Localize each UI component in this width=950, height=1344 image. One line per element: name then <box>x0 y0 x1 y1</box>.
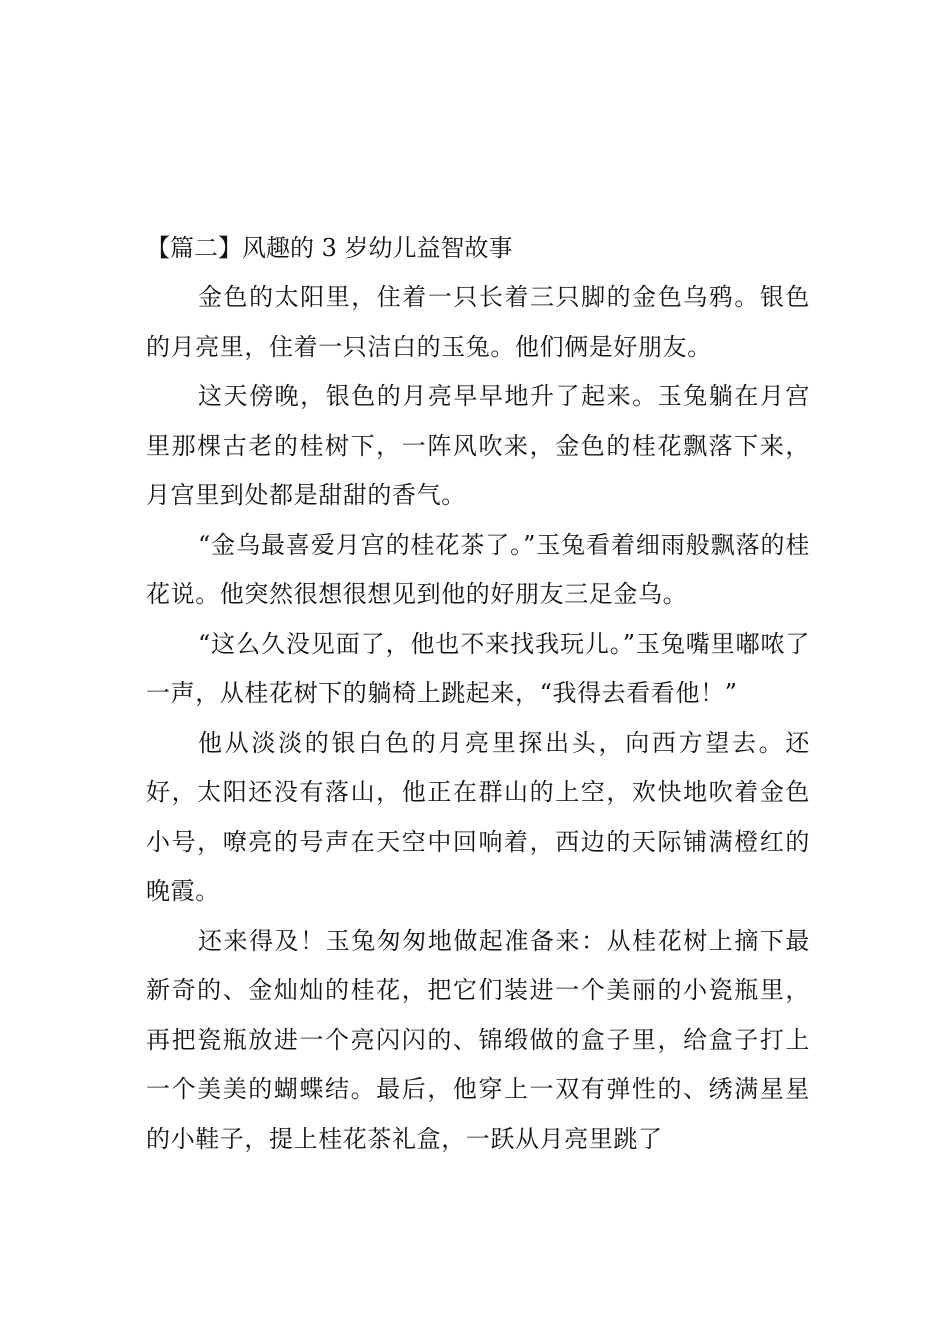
story-paragraph-6: 还来得及！玉兔匆匆地做起准备来：从桂花树上摘下最新奇的、金灿灿的桂花，把它们装进一个美丽的小瓷瓶里，再把瓷瓶放进一个亮闪闪的、锦缎做的盒子里，给盒子打上一个美美的蝴蝶结。最后，他穿上一双有弹性的、绣满星星的小鞋子，提上桂花茶礼盒，一跃从月亮里跳了 <box>146 926 810 1153</box>
story-paragraph-1: 金色的太阳里，住着一只长着三只脚的金色乌鸦。银色的月亮里，住着一只洁白的玉兔。他们俩是好朋友。 <box>146 283 810 361</box>
story-paragraph-5: 他从淡淡的银白色的月亮里探出头，向西方望去。还好，太阳还没有落山，他正在群山的上空，欢快地吹着金色小号，嘹亮的号声在天空中回响着，西边的天际铺满橙红的晚霞。 <box>146 728 810 905</box>
story-paragraph-3: “金乌最喜爱月宫的桂花茶了。”玉兔看着细雨般飘落的桂花说。他突然很想很想见到他的好朋友三足金乌。 <box>146 530 810 608</box>
story-paragraph-2: 这天傍晚，银色的月亮早早地升了起来。玉兔躺在月宫里那棵古老的桂树下，一阵风吹来，金色的桂花飘落下来，月宫里到处都是甜甜的香气。 <box>146 382 810 509</box>
section-heading: 【篇二】风趣的 3 岁幼儿益智故事 <box>146 234 513 262</box>
document-page <box>146 228 810 1164</box>
story-paragraph-4: “这么久没见面了，他也不来找我玩儿。”玉兔嘴里嘟哝了一声，从桂花树下的躺椅上跳起来，“我得去看看他！” <box>146 629 810 707</box>
